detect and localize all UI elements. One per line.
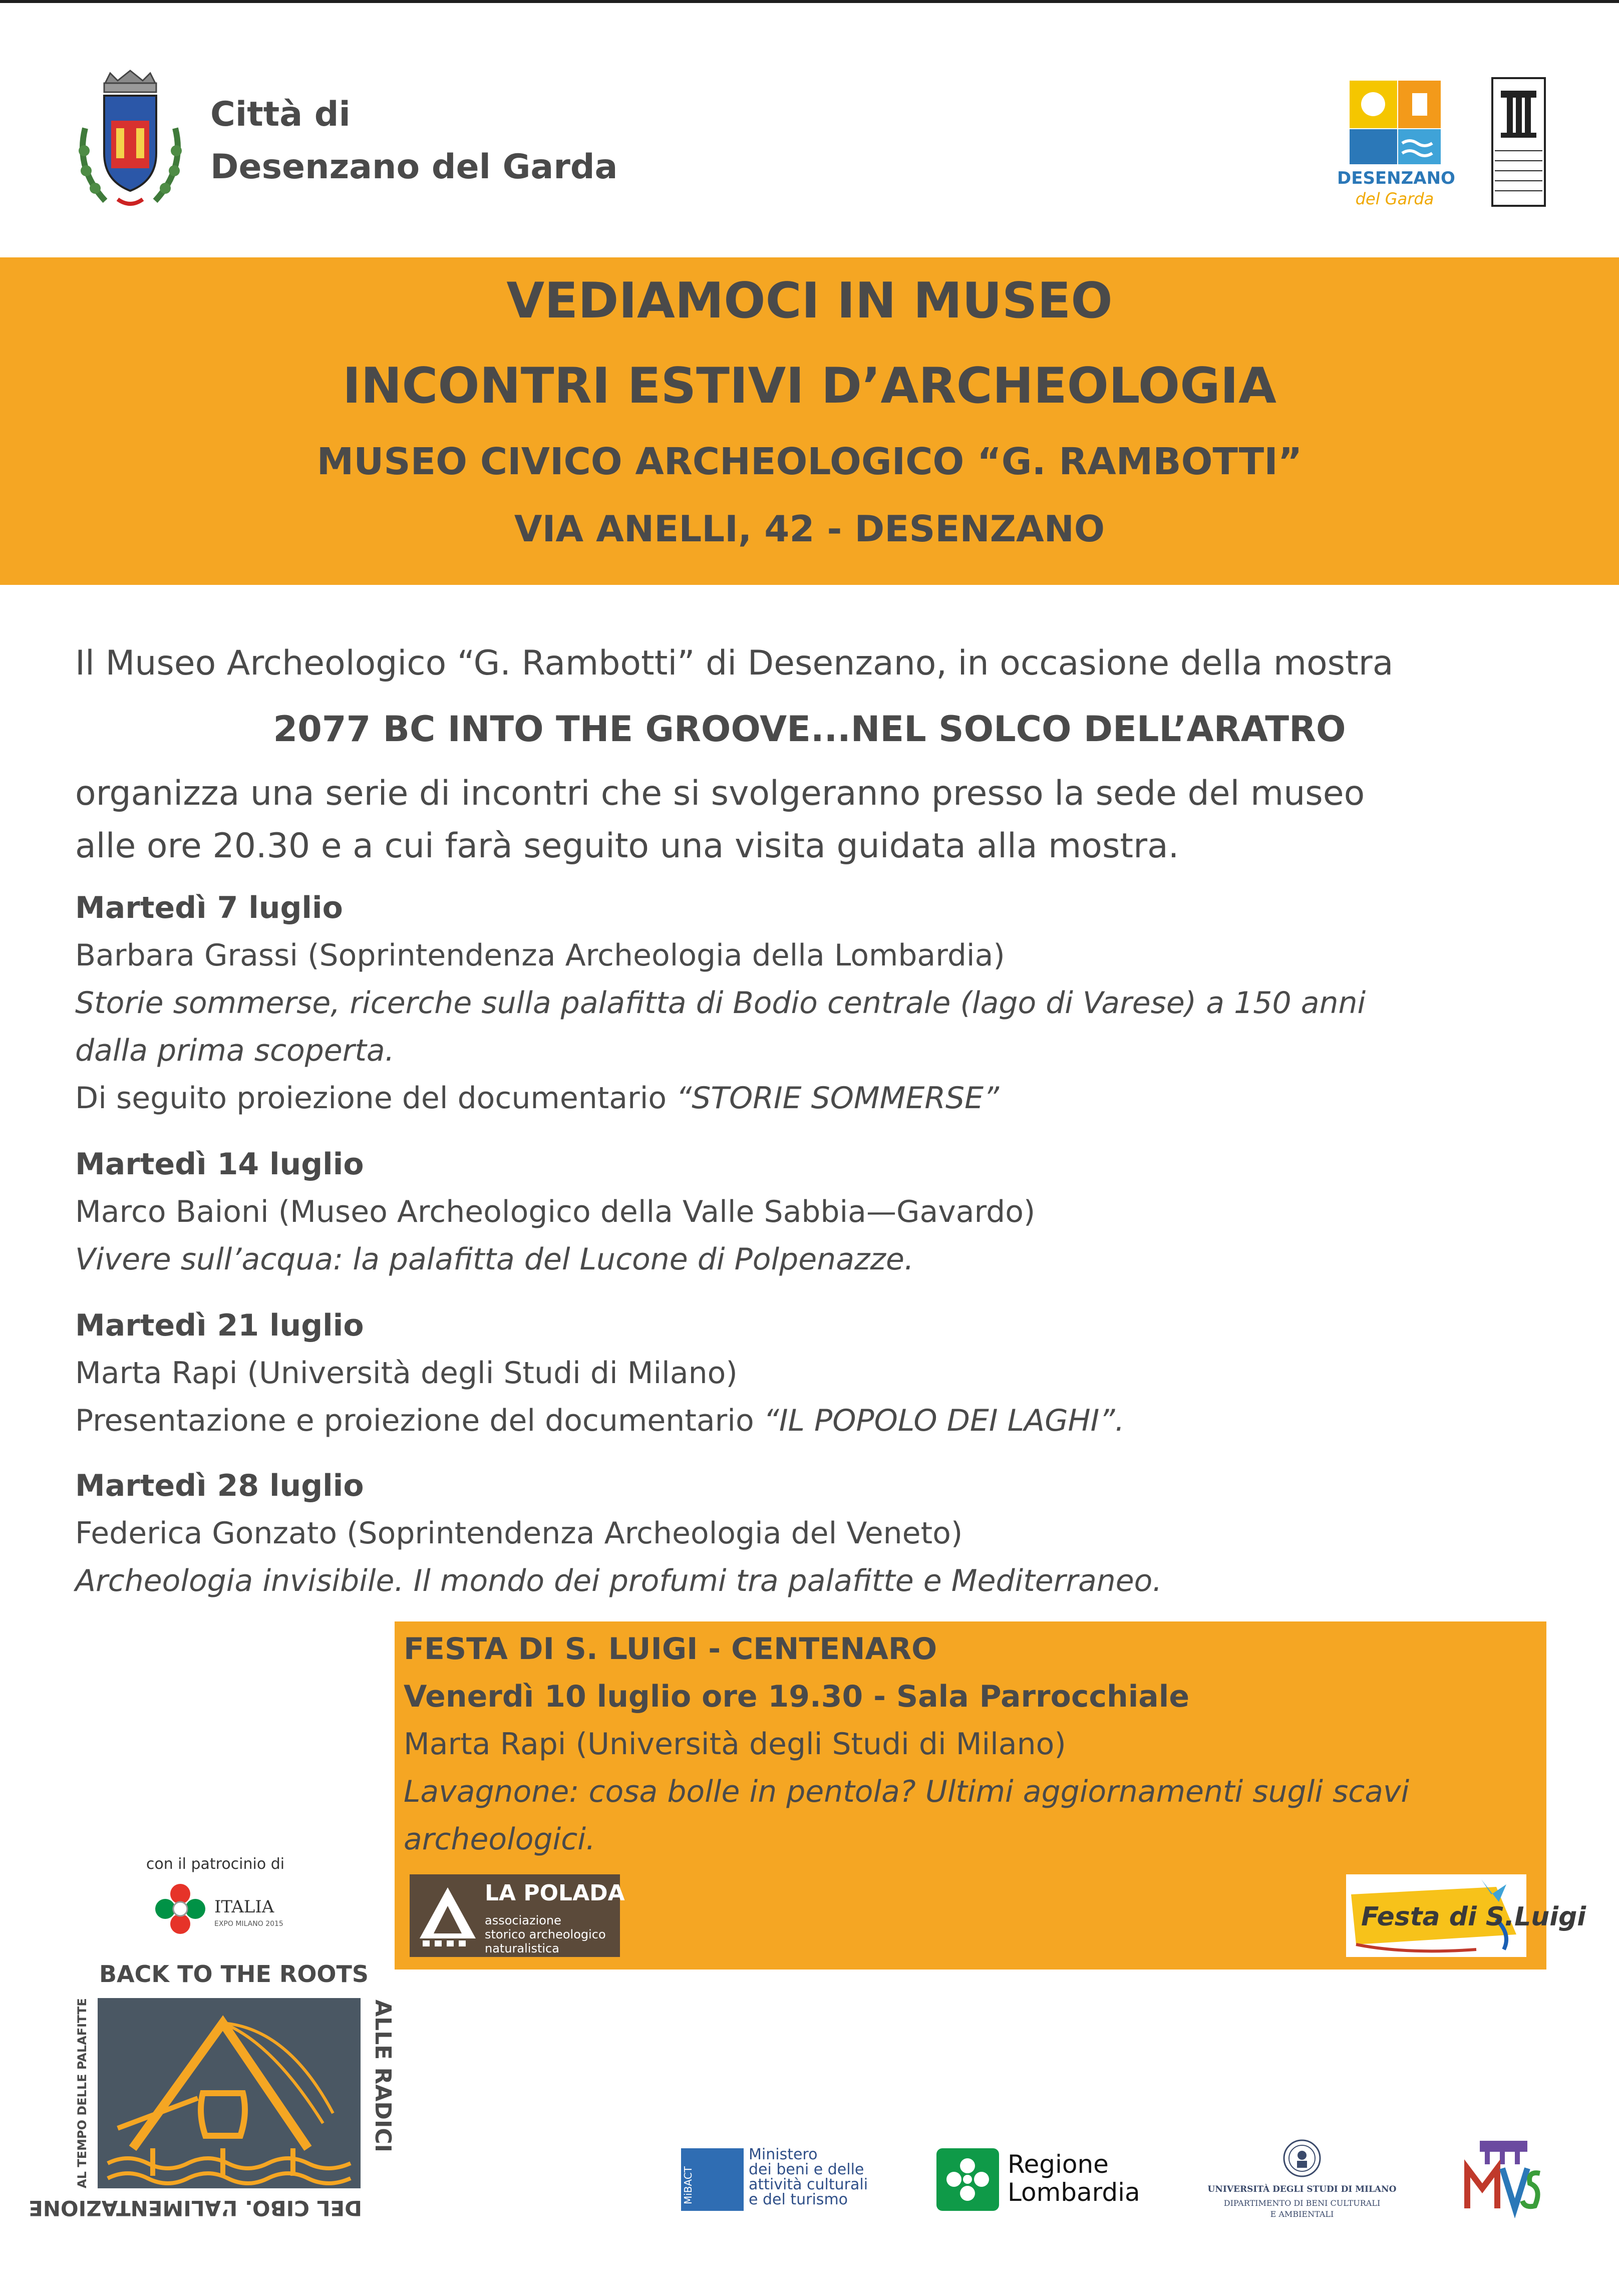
event-4-talk-line1: Archeologia invisibile. Il mondo dei profumi tra palafitte e Mediterraneo.	[75, 1563, 1162, 1598]
event-1-note-text: Di seguito proiezione del documentario	[75, 1081, 677, 1116]
intro-line-4: alle ore 20.30 e a cui farà seguito una visita guidata alla mostra.	[75, 826, 1179, 866]
event-4-speaker: Federica Gonzato (Soprintendenza Archeologia del Veneto)	[75, 1516, 963, 1551]
festa-logo-text: Festa di S.Luigi	[1361, 1902, 1586, 1932]
banner-museum: MUSEO CIVICO ARCHEOLOGICO “G. RAMBOTTI”	[316, 440, 1303, 483]
expo-italia-mark-icon	[150, 1879, 210, 1939]
back-to-the-roots-logo	[29, 1960, 401, 2231]
mibact-line3: attività culturali	[749, 2176, 868, 2193]
unimi-line1: UNIVERSITÀ DEGLI STUDI DI MILANO	[1207, 2184, 1397, 2194]
city-coat-of-arms-icon	[70, 68, 190, 213]
unimi-line3: E AMBIENTALI	[1270, 2209, 1334, 2219]
mibact-line2: dei beni e delle	[749, 2161, 864, 2178]
event-3-note-text: Presentazione e proiezione del documentario	[75, 1403, 764, 1438]
festa-speaker: Marta Rapi (Università degli Studi di Milano)	[404, 1727, 1066, 1762]
lombardia-line1: Regione	[1008, 2150, 1109, 2179]
event-1-day: Martedì 7 luglio	[75, 890, 343, 925]
city-name-line2: Desenzano del Garda	[210, 147, 618, 187]
lombardia-rose-icon	[936, 2148, 999, 2211]
unimi-line2: DIPARTIMENTO DI BENI CULTURALI	[1223, 2198, 1381, 2208]
roots-top-label: BACK TO THE ROOTS	[99, 1960, 369, 1988]
patronage-label: con il patrocinio di	[146, 1855, 285, 1873]
mibact-logo	[681, 2143, 871, 2218]
italia-expo-line: EXPO MILANO 2015	[214, 1920, 283, 1928]
banner-title: VEDIAMOCI IN MUSEO	[506, 272, 1113, 330]
desenzano-logo-brand: DESENZANO	[1337, 168, 1455, 188]
la-polada-title: LA POLADA	[485, 1880, 625, 1906]
event-1-talk-line1: Storie sommerse, ricerche sulla palafitta di Bodio centrale (lago di Varese) a 150 anni	[75, 986, 1366, 1021]
unimi-logo	[1202, 2138, 1402, 2221]
event-1-talk-line2: dalla prima scoperta.	[75, 1033, 395, 1068]
title-banner	[0, 257, 1619, 585]
desenzano-logo-icon	[1337, 73, 1452, 168]
mibact-mark-icon	[681, 2148, 744, 2211]
palafitta-hut-icon	[98, 1998, 361, 2188]
expo-italia-logo	[150, 1879, 290, 1939]
event-3-documentary-title: “IL POPOLO DEI LAGHI”.	[763, 1403, 1125, 1438]
festa-when: Venerdì 10 luglio ore 19.30 - Sala Parrocchiale	[404, 1679, 1190, 1714]
mibact-line1: Ministero	[749, 2146, 818, 2163]
la-polada-mark-icon	[416, 1883, 480, 1948]
event-4-day: Martedì 28 luglio	[75, 1468, 364, 1503]
banner-address: VIA ANELLI, 42 - DESENZANO	[514, 508, 1105, 550]
event-2-speaker: Marco Baioni (Museo Archeologico della Valle Sabbia—Gavardo)	[75, 1194, 1036, 1229]
page-header	[0, 3, 1619, 257]
event-2-talk-line1: Vivere sull’acqua: la palafitta del Lucone di Polpenazze.	[75, 1242, 914, 1277]
event-1-speaker: Barbara Grassi (Soprintendenza Archeologia della Lombardia)	[75, 938, 1005, 973]
festa-talk-line2: archeologici.	[404, 1822, 595, 1857]
roots-illustration	[98, 1998, 361, 2188]
event-3-day: Martedì 21 luglio	[75, 1308, 364, 1343]
unimi-seal-icon	[1282, 2138, 1322, 2178]
la-polada-sub3: naturalistica	[485, 1941, 559, 1955]
event-3-note	[75, 1403, 1125, 1438]
lombardia-line2: Lombardia	[1008, 2178, 1140, 2207]
mibact-mark-text: MiBACT	[682, 2166, 694, 2205]
event-2-day: Martedì 14 luglio	[75, 1147, 364, 1182]
italia-word: ITALIA	[214, 1897, 274, 1917]
festa-san-luigi-box	[395, 1621, 1586, 1970]
mavs-logo-icon	[1460, 2138, 1545, 2218]
desenzano-logo	[1337, 73, 1455, 213]
event-1-documentary-title: “STORIE SOMMERSE”	[676, 1081, 1000, 1116]
city-name-line1: Città di	[210, 95, 351, 134]
mibact-line4: e del turismo	[749, 2191, 848, 2208]
roots-bottom-label: DEL CIBO. L’ALIMENTAZIONE	[29, 2196, 362, 2220]
festa-title: FESTA DI S. LUIGI - CENTENARO	[404, 1631, 937, 1667]
intro-line-1: Il Museo Archeologico “G. Rambotti” di Desenzano, in occasione della mostra	[75, 643, 1394, 683]
museum-column-logo-icon	[1490, 76, 1547, 208]
festa-talk-line1: Lavagnone: cosa bolle in pentola? Ultimi aggiornamenti sugli scavi	[404, 1774, 1410, 1809]
event-1-note	[75, 1081, 999, 1116]
desenzano-logo-subtitle: del Garda	[1355, 189, 1434, 208]
regione-lombardia-logo	[936, 2148, 1162, 2213]
roots-right-label: ALLE RADICI	[370, 2000, 396, 2152]
la-polada-sub2: storico archeologico	[485, 1927, 606, 1941]
exhibition-title: 2077 BC INTO THE GROOVE...NEL SOLCO DELL’ARATRO	[273, 709, 1346, 750]
la-polada-logo	[410, 1874, 625, 1957]
la-polada-sub1: associazione	[485, 1913, 561, 1927]
festa-san-luigi-logo	[1346, 1874, 1586, 1957]
city-name	[210, 88, 617, 193]
roots-left-label: AL TEMPO DELLE PALAFITTE	[75, 1998, 89, 2188]
event-3-speaker: Marta Rapi (Università degli Studi di Milano)	[75, 1356, 738, 1391]
banner-subtitle: INCONTRI ESTIVI D’ARCHEOLOGIA	[343, 358, 1276, 415]
intro-line-3: organizza una serie di incontri che si svolgeranno presso la sede del museo	[75, 774, 1365, 813]
